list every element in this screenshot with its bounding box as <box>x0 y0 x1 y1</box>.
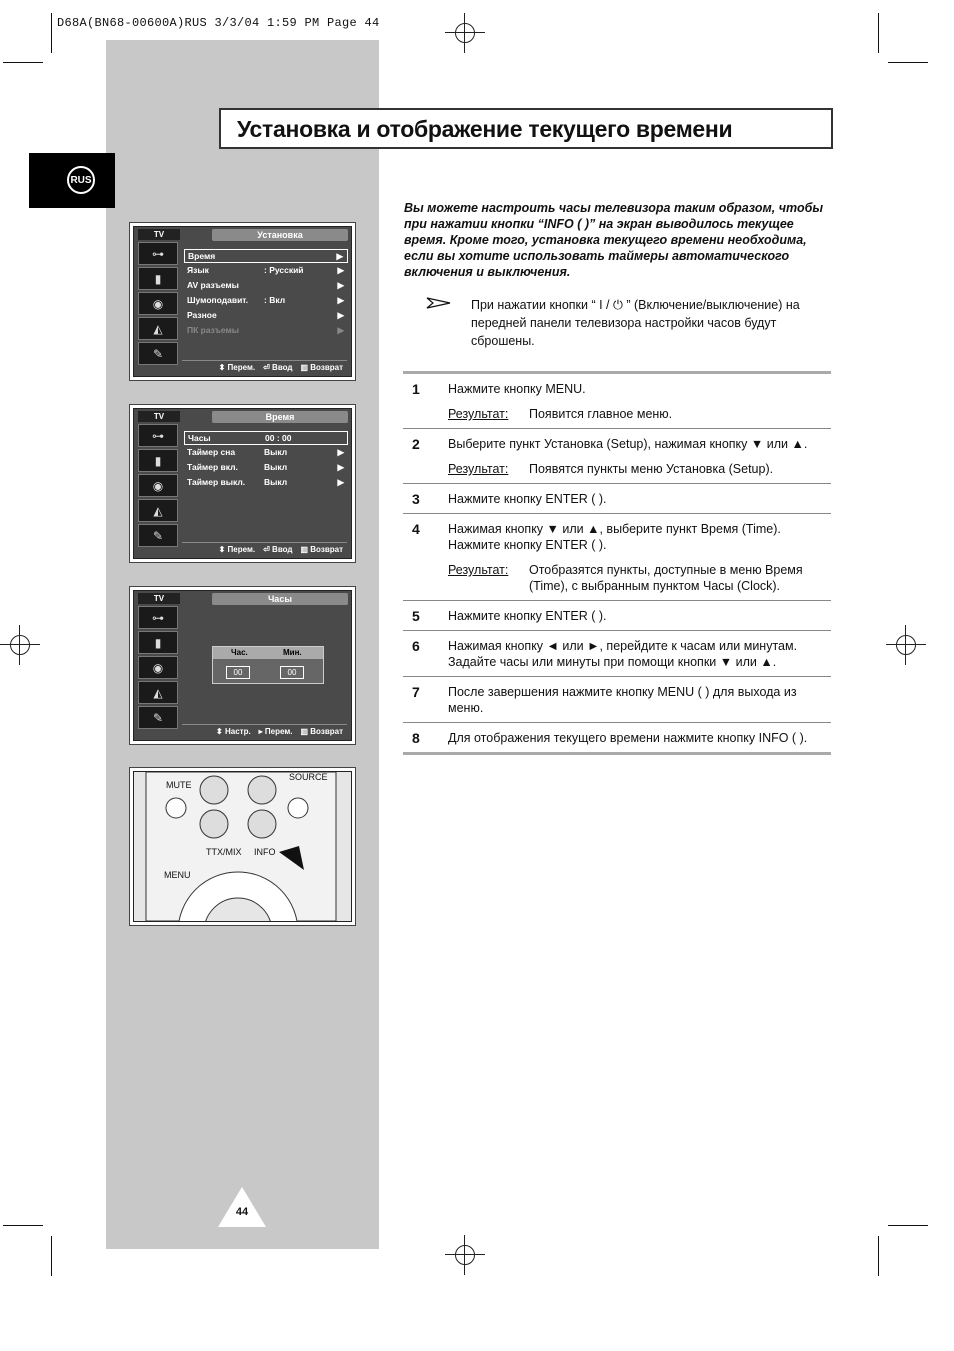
step-number: 1 <box>412 381 420 397</box>
result-text: Появится главное меню. <box>529 407 673 421</box>
arrow-right-icon: ▶ <box>337 325 344 335</box>
ttx-label: TTX/MIX <box>206 847 242 857</box>
page-title: Установка и отображение текущего времени <box>237 116 733 142</box>
step-number: 5 <box>412 608 420 624</box>
registration-mark <box>445 13 485 53</box>
language-badge: RUS <box>67 166 95 194</box>
crop-mark <box>888 62 928 63</box>
menu-footer <box>182 360 347 373</box>
menu-title: Установка <box>212 229 348 241</box>
hour-field[interactable]: 00 <box>226 666 250 679</box>
menu-item-label: Таймер выкл. <box>187 477 246 487</box>
crop-mark <box>3 1225 43 1226</box>
channel-icon: ◭ <box>138 499 178 522</box>
crop-mark <box>888 1225 928 1226</box>
menu-item-misc[interactable] <box>184 309 348 323</box>
menu-item-label: AV разъемы <box>187 280 239 290</box>
step-text: Выберите пункт Установка (Setup), нажимая кнопку ▼ или ▲. <box>448 437 808 451</box>
menu-item-value: 00 : 00 <box>265 433 292 443</box>
menu-item-language[interactable] <box>184 264 348 278</box>
menu-item-value: : Вкл <box>264 295 286 305</box>
arrow-right-icon: ▶ <box>337 462 344 472</box>
result-text: Отобразятся пункты, доступные в меню Время (Time), с выбранным пунктом Часы (Clock). <box>529 563 803 593</box>
menu-item-label: ПК разъемы <box>187 325 240 335</box>
result-label: Результат: <box>448 563 509 577</box>
footer-enter: ⏎ Ввод <box>263 363 293 372</box>
step-text: Нажмите кнопку ENTER ( ). <box>448 609 607 623</box>
channel-icon: ◭ <box>138 317 178 340</box>
menu-icons <box>138 606 180 731</box>
arrow-right-icon: ▶ <box>337 280 344 290</box>
footer-move: ⬍ Перем. <box>218 545 256 554</box>
clock-editor <box>212 646 324 684</box>
picture-icon: ▮ <box>138 267 178 290</box>
channel-icon: ◭ <box>138 681 178 704</box>
menu-item-value: Выкл <box>264 477 288 487</box>
footer-enter: ⏎ Ввод <box>263 545 293 554</box>
step-text: Для отображения текущего времени нажмите кнопку INFO ( ). <box>448 731 808 745</box>
menu-item-label: Разное <box>187 310 217 320</box>
arrow-right-icon: ▶ <box>337 477 344 487</box>
step-row <box>403 484 831 514</box>
menu-item-label: Язык <box>187 265 209 275</box>
step-number: 3 <box>412 491 420 507</box>
step-number: 8 <box>412 730 420 746</box>
footer-move: ▸ Перем. <box>258 727 293 736</box>
tv-tag: TV <box>138 593 180 604</box>
mute-label: MUTE <box>166 780 192 790</box>
intro-text: Вы можете настроить часы телевизора таким образом, чтобы при нажатии кнопки “INFO ( )” на экран выводилось текущее время. Кроме того, установка текущего времени необходима, если вы хотите использовать таймеры автоматического включения и выключения. <box>404 201 824 279</box>
step-row <box>403 723 831 752</box>
picture-icon: ▮ <box>138 449 178 472</box>
crop-mark <box>51 13 52 53</box>
steps-table <box>403 371 831 755</box>
menu-item-pc <box>184 324 348 338</box>
menu-item-value: Выкл <box>264 462 288 472</box>
menu-item-noise[interactable] <box>184 294 348 308</box>
note-text: При нажатии кнопки “ I / ⏻ ” (Включение/выключение) на передней панели телевизора настройки часов будут сброшены. <box>471 298 800 348</box>
source-label: SOURCE <box>289 772 328 782</box>
menu-item-sleep[interactable] <box>184 446 348 460</box>
menu-item-label: Таймер вкл. <box>187 462 238 472</box>
minute-label: Мин. <box>283 648 302 657</box>
step-text: Нажимая кнопку ▼ или ▲, выберите пункт Время (Time). Нажмите кнопку ENTER ( ). <box>448 522 781 552</box>
crop-mark <box>878 1236 879 1276</box>
step-number: 7 <box>412 684 420 700</box>
step-text: После завершения нажмите кнопку MENU ( ) для выхода из меню. <box>448 685 797 715</box>
menu-item-value: Выкл <box>264 447 288 457</box>
step-text: Нажимая кнопку ◄ или ►, перейдите к часам или минутам. Задайте часы или минуты при помощи кнопки ▼ или ▲. <box>448 639 798 669</box>
sound-icon: ◉ <box>138 474 178 497</box>
sound-icon: ◉ <box>138 656 178 679</box>
step-number: 2 <box>412 436 420 452</box>
picture-icon: ▮ <box>138 631 178 654</box>
step-row <box>403 514 831 601</box>
setup-icon: ✎ <box>138 706 178 729</box>
menu-footer <box>182 542 347 555</box>
step-row <box>403 374 831 429</box>
remote-drawing <box>134 772 351 921</box>
footer-return: ▥ Возврат <box>300 363 343 372</box>
arrow-right-icon: ▶ <box>337 310 344 320</box>
menu-item-label: Время <box>188 251 216 261</box>
step-row <box>403 631 831 677</box>
info-label: INFO <box>254 847 276 857</box>
menu-item-label: Шумоподавит. <box>187 295 249 305</box>
setup-icon: ✎ <box>138 524 178 547</box>
tv-screen-time <box>129 404 356 563</box>
antenna-icon: ⊶ <box>138 242 178 265</box>
note-arrow-icon <box>426 296 452 310</box>
crop-mark <box>878 13 879 53</box>
crop-mark <box>3 62 43 63</box>
step-text: Нажмите кнопку MENU. <box>448 382 586 396</box>
step-number: 6 <box>412 638 420 654</box>
tv-screen-setup <box>129 222 356 381</box>
menu-item-time[interactable] <box>184 249 348 263</box>
tv-tag: TV <box>138 229 180 240</box>
footer-move: ⬍ Перем. <box>218 363 256 372</box>
step-row <box>403 601 831 631</box>
footer-return: ▥ Возврат <box>300 545 343 554</box>
sound-icon: ◉ <box>138 292 178 315</box>
result-label: Результат: <box>448 407 509 421</box>
tv-tag: TV <box>138 411 180 422</box>
arrow-right-icon: ▶ <box>336 251 343 261</box>
menu-item-on-timer[interactable] <box>184 461 348 475</box>
print-header: D68A(BN68-00600A)RUS 3/3/04 1:59 PM Page 44 <box>57 16 380 30</box>
language-tab <box>29 153 115 208</box>
footer-return: ▥ Возврат <box>300 727 343 736</box>
antenna-icon: ⊶ <box>138 606 178 629</box>
step-text: Нажмите кнопку ENTER ( ). <box>448 492 607 506</box>
arrow-right-icon: ▶ <box>337 447 344 457</box>
step-row <box>403 429 831 484</box>
registration-mark <box>886 625 926 665</box>
menu-item-label: Таймер сна <box>187 447 236 457</box>
crop-mark <box>51 1236 52 1276</box>
title-box <box>219 108 833 149</box>
footer-adjust: ⬍ Настр. <box>216 727 251 736</box>
arrow-right-icon: ▶ <box>337 295 344 305</box>
tv-screen-clock <box>129 586 356 745</box>
menu-item-av[interactable] <box>184 279 348 293</box>
menu-icons <box>138 424 180 549</box>
registration-mark <box>0 625 40 665</box>
menu-item-value: : Русский <box>264 265 304 275</box>
antenna-icon: ⊶ <box>138 424 178 447</box>
menu-label: MENU <box>164 870 191 880</box>
result-text: Появятся пункты меню Установка (Setup). <box>529 462 774 476</box>
arrow-right-icon: ▶ <box>337 265 344 275</box>
page-number: 44 <box>235 1206 249 1218</box>
result-label: Результат: <box>448 462 509 476</box>
menu-item-label: Часы <box>188 433 211 443</box>
hour-label: Час. <box>231 648 248 657</box>
registration-mark <box>445 1235 485 1275</box>
menu-title: Время <box>212 411 348 423</box>
minute-field[interactable]: 00 <box>280 666 304 679</box>
menu-item-off-timer[interactable] <box>184 476 348 490</box>
setup-icon: ✎ <box>138 342 178 365</box>
clock-header <box>213 647 323 659</box>
remote-illustration <box>129 767 356 926</box>
step-row <box>403 677 831 723</box>
step-number: 4 <box>412 521 420 537</box>
menu-icons <box>138 242 180 367</box>
menu-title: Часы <box>212 593 348 605</box>
menu-item-clock[interactable] <box>184 431 348 445</box>
menu-footer <box>182 724 347 737</box>
